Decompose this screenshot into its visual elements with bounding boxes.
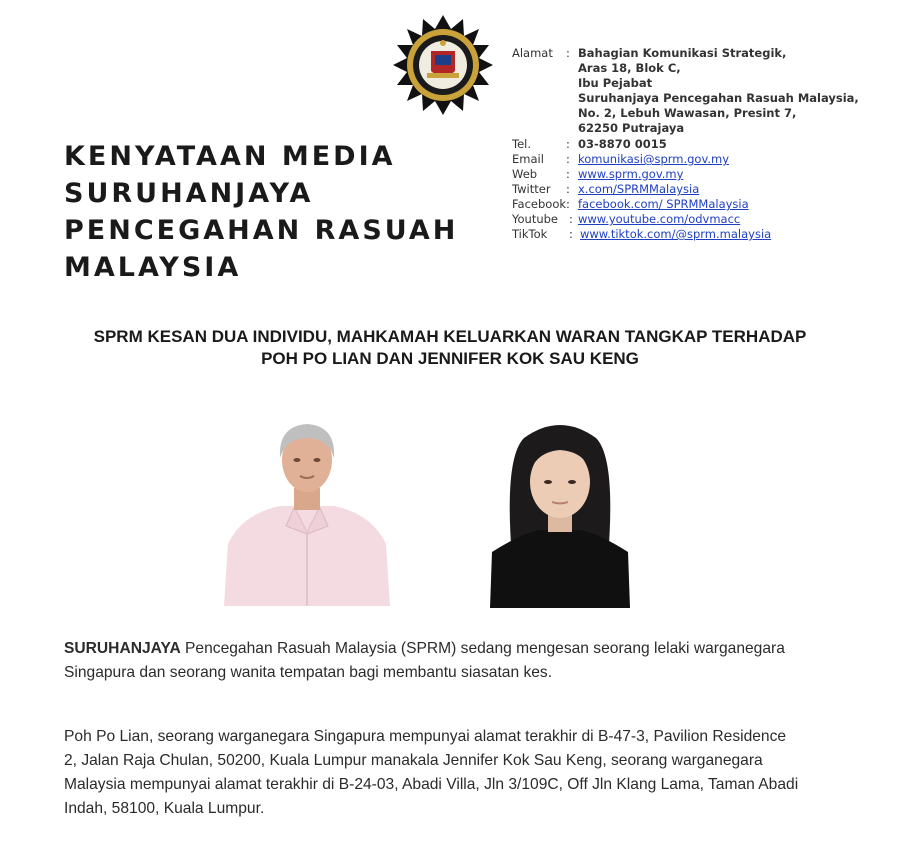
twitter-label: Twitter — [512, 182, 551, 196]
headline-line: MALAYSIA — [64, 252, 242, 283]
paragraph-line — [64, 637, 854, 661]
tiktok-link[interactable]: www.tiktok.com/@sprm.malaysia — [580, 227, 772, 241]
youtube-label: Youtube — [512, 212, 558, 226]
headline-line: PENCEGAHAN RASUAH — [64, 215, 459, 246]
email-label: Email — [512, 152, 544, 166]
paragraph-line: Poh Po Lian, seorang warganegara Singapura mempunyai alamat terakhir di B-47-3, Pavilion Residence — [64, 728, 787, 745]
address-line: Aras 18, Blok C, — [578, 61, 681, 75]
tel-value: 03-8870 0015 — [578, 137, 667, 151]
paragraph-line: Malaysia mempunyai alamat terakhir di B-24-03, Abadi Villa, Jln 3/109C, Off Jln Klang Lama, Taman Abadi — [64, 776, 799, 793]
sprm-crest-logo — [392, 14, 494, 116]
paragraph-line: 2, Jalan Raja Chulan, 50200, Kuala Lumpur manakala Jennifer Kok Sau Keng, seorang warganegara — [64, 752, 763, 769]
subtitle-line: POH PO LIAN DAN JENNIFER KOK SAU KENG — [261, 349, 639, 368]
paragraph-text: Pencegahan Rasuah Malaysia (SPRM) sedang mengesan seorang lelaki warganegara — [180, 640, 785, 657]
headline-line: SURUHANJAYA — [64, 178, 314, 209]
body-paragraph — [64, 725, 854, 821]
address-line: Bahagian Komunikasi Strategik, — [578, 46, 787, 60]
facebook-link[interactable]: facebook.com/ SPRMMalaysia — [578, 197, 749, 211]
twitter-link[interactable]: x.com/SPRMMalaysia — [578, 182, 700, 196]
address-line: No. 2, Lebuh Wawasan, Presint 7, — [578, 106, 797, 120]
paragraph-line: Indah, 58100, Kuala Lumpur. — [64, 800, 265, 817]
address-line: Ibu Pejabat — [578, 76, 653, 90]
facebook-label: Facebook: — [512, 197, 570, 211]
address-label: Alamat — [512, 46, 553, 60]
news-subtitle — [0, 326, 900, 370]
suspect-photo-woman — [490, 418, 630, 608]
email-link[interactable]: komunikasi@sprm.gov.my — [578, 152, 730, 166]
address-line: 62250 Putrajaya — [578, 121, 685, 135]
paragraph-lead-word: SURUHANJAYA — [64, 640, 181, 657]
media-statement-headline — [64, 138, 524, 286]
suspect-photo-man — [222, 414, 392, 606]
headline-line: KENYATAAN MEDIA — [64, 141, 396, 172]
tel-label: Tel. — [512, 137, 531, 151]
youtube-link[interactable]: www.youtube.com/odvmacc — [578, 212, 741, 226]
web-link[interactable]: www.sprm.gov.my — [578, 167, 684, 181]
address-line: Suruhanjaya Pencegahan Rasuah Malaysia, — [578, 91, 859, 105]
paragraph-line: Singapura dan seorang wanita tempatan bagi membantu siasatan kes. — [64, 664, 553, 681]
body-paragraph — [64, 637, 854, 685]
web-label: Web — [512, 167, 538, 181]
subtitle-line: SPRM KESAN DUA INDIVIDU, MAHKAMAH KELUARKAN WARAN TANGKAP TERHADAP — [93, 327, 807, 346]
tiktok-label: TikTok — [512, 227, 548, 241]
